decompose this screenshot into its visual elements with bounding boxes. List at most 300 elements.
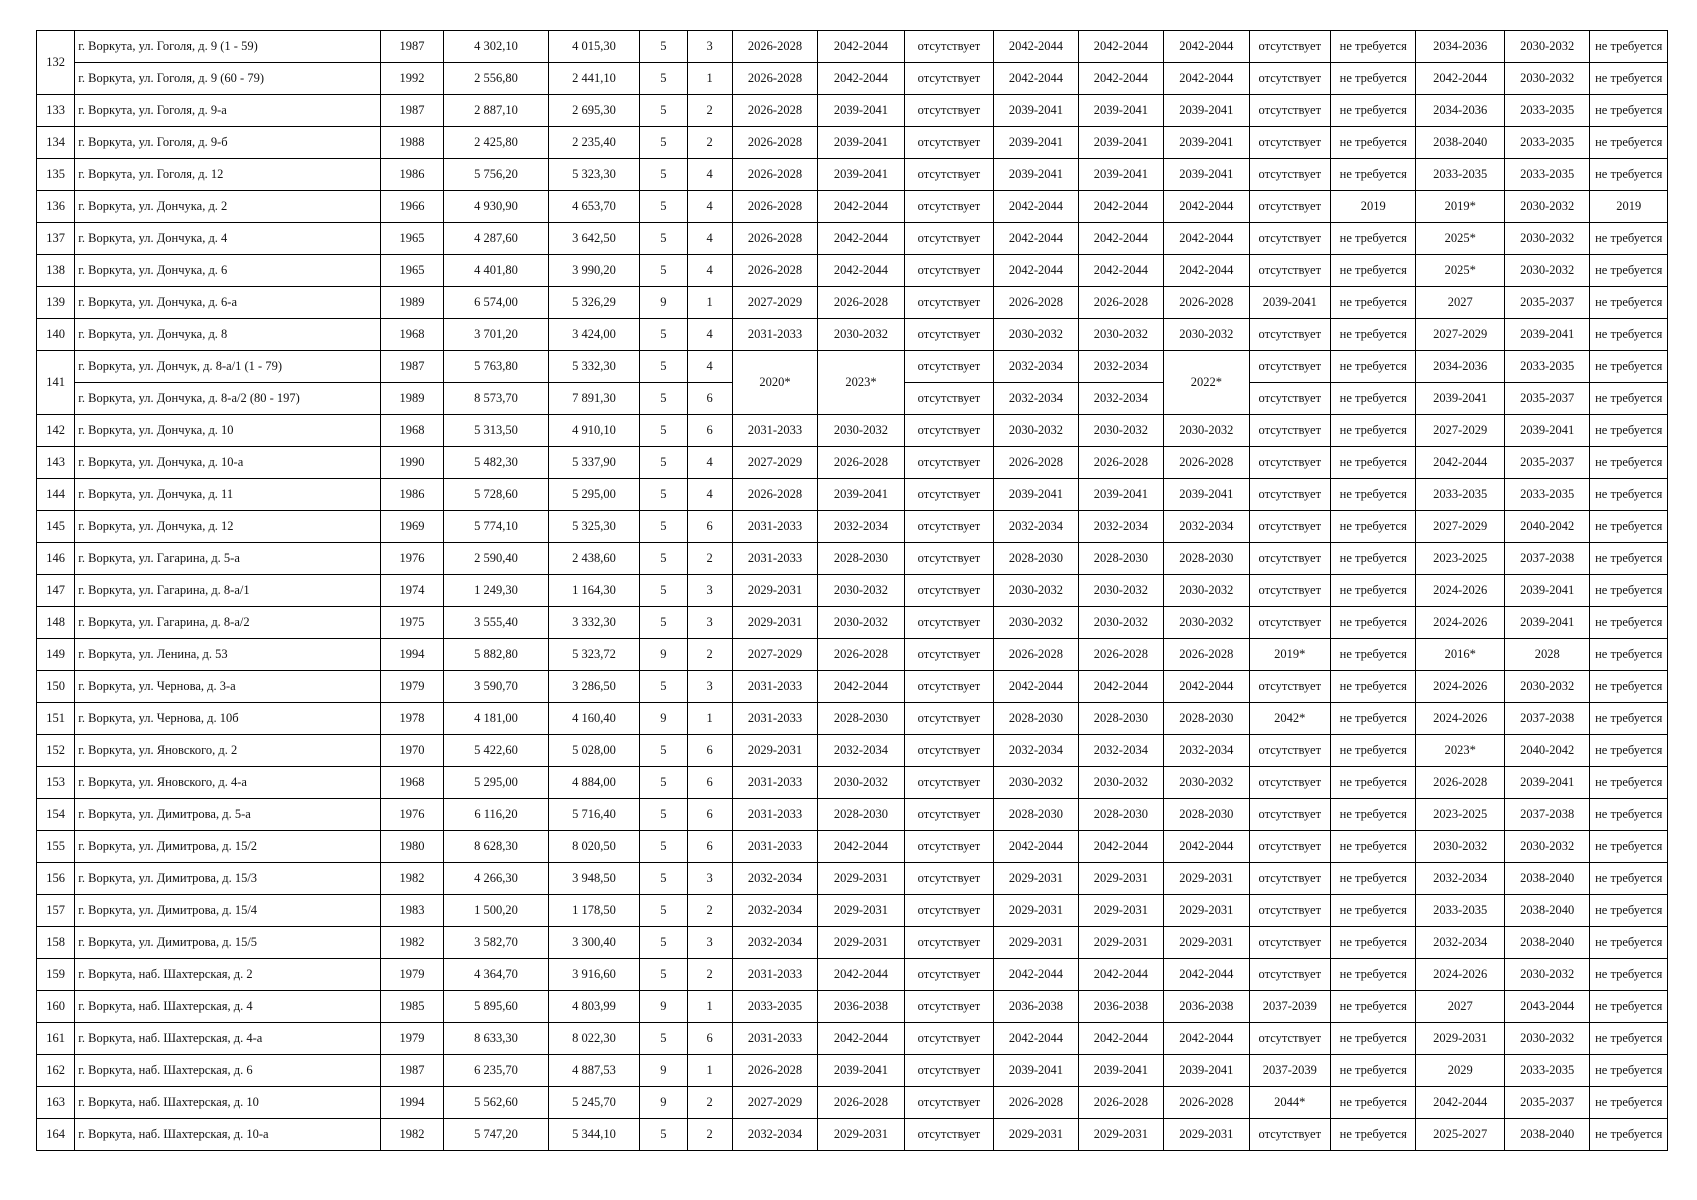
value-cell: не требуется	[1331, 255, 1416, 287]
value-cell: 5 895,60	[444, 991, 549, 1023]
value-cell: 1	[687, 991, 732, 1023]
value-cell: 2 235,40	[548, 127, 640, 159]
value-cell: 2029-2031	[994, 863, 1078, 895]
value-cell: не требуется	[1590, 1055, 1668, 1087]
value-cell: 2042-2044	[994, 255, 1078, 287]
value-cell: 2024-2026	[1416, 671, 1504, 703]
value-cell: не требуется	[1590, 831, 1668, 863]
value-cell: 2 441,10	[548, 63, 640, 95]
row-number: 138	[37, 255, 75, 287]
value-cell: не требуется	[1590, 1087, 1668, 1119]
value-cell: 5	[640, 383, 687, 415]
value-cell: 2027-2029	[732, 1087, 817, 1119]
value-cell: не требуется	[1331, 863, 1416, 895]
value-cell: не требуется	[1331, 223, 1416, 255]
value-cell: отсутствует	[1249, 575, 1330, 607]
value-cell: 5 728,60	[444, 479, 549, 511]
value-cell: 2037-2038	[1504, 703, 1589, 735]
value-cell: 2030-2032	[994, 575, 1078, 607]
value-cell: 2028-2030	[818, 799, 904, 831]
value-cell: отсутствует	[1249, 607, 1330, 639]
table-row	[37, 767, 1668, 799]
address-cell: г. Воркута, ул. Яновского, д. 2	[75, 735, 381, 767]
value-cell: 2029-2031	[1078, 927, 1163, 959]
value-cell: 2042-2044	[818, 31, 904, 63]
value-cell: 2032-2034	[732, 895, 817, 927]
value-cell: 7 891,30	[548, 383, 640, 415]
value-cell: 2030-2032	[818, 319, 904, 351]
value-cell: не требуется	[1590, 607, 1668, 639]
value-cell: 1987	[380, 351, 443, 383]
value-cell: отсутствует	[904, 895, 993, 927]
value-cell: отсутствует	[904, 63, 993, 95]
value-cell: не требуется	[1331, 607, 1416, 639]
address-cell: г. Воркута, наб. Шахтерская, д. 10	[75, 1087, 381, 1119]
value-cell: 2039-2041	[1164, 127, 1249, 159]
value-cell: 2032-2034	[1416, 927, 1504, 959]
row-number: 145	[37, 511, 75, 543]
value-cell: 2032-2034	[1078, 511, 1163, 543]
value-cell: не требуется	[1331, 1023, 1416, 1055]
row-number: 144	[37, 479, 75, 511]
address-cell: г. Воркута, ул. Димитрова, д. 5-а	[75, 799, 381, 831]
value-cell: отсутствует	[904, 1119, 993, 1151]
value-cell: не требуется	[1590, 511, 1668, 543]
value-cell: 2030-2032	[1504, 1023, 1589, 1055]
value-cell: 2042-2044	[818, 223, 904, 255]
value-cell: 2039-2041	[1164, 159, 1249, 191]
value-cell: 3 300,40	[548, 927, 640, 959]
value-cell: отсутствует	[904, 127, 993, 159]
row-number: 133	[37, 95, 75, 127]
table-row	[37, 1087, 1668, 1119]
value-cell: не требуется	[1590, 735, 1668, 767]
value-cell: 2030-2032	[1504, 831, 1589, 863]
value-cell: 2035-2037	[1504, 447, 1589, 479]
value-cell: 2032-2034	[1416, 863, 1504, 895]
value-cell: не требуется	[1331, 991, 1416, 1023]
value-cell: 1979	[380, 1023, 443, 1055]
value-cell: 5 344,10	[548, 1119, 640, 1151]
value-cell: 2042-2044	[818, 671, 904, 703]
value-cell: 2029-2031	[1164, 863, 1249, 895]
value-cell: не требуется	[1331, 287, 1416, 319]
value-cell: 2029-2031	[1078, 1119, 1163, 1151]
value-cell: 8 020,50	[548, 831, 640, 863]
value-cell: отсутствует	[1249, 511, 1330, 543]
value-cell: 2030-2032	[994, 319, 1078, 351]
value-cell: 2030-2032	[994, 767, 1078, 799]
value-cell: 2042-2044	[994, 671, 1078, 703]
address-cell: г. Воркута, ул. Дончука, д. 12	[75, 511, 381, 543]
value-cell: отсутствует	[904, 159, 993, 191]
value-cell: отсутствует	[904, 799, 993, 831]
row-number: 152	[37, 735, 75, 767]
value-cell: отсутствует	[1249, 255, 1330, 287]
value-cell: 2026-2028	[1078, 447, 1163, 479]
value-cell: не требуется	[1331, 575, 1416, 607]
value-cell: 2039-2041	[1504, 607, 1589, 639]
value-cell: 2042-2044	[994, 191, 1078, 223]
value-cell: 4 181,00	[444, 703, 549, 735]
value-cell: 4 803,99	[548, 991, 640, 1023]
value-cell: 2042*	[1249, 703, 1330, 735]
value-cell: не требуется	[1590, 543, 1668, 575]
value-cell: отсутствует	[904, 863, 993, 895]
value-cell: 4 287,60	[444, 223, 549, 255]
address-cell: г. Воркута, наб. Шахтерская, д. 6	[75, 1055, 381, 1087]
row-number: 150	[37, 671, 75, 703]
value-cell: отсутствует	[904, 927, 993, 959]
value-cell: 2033-2035	[1504, 479, 1589, 511]
value-cell: 2030-2032	[818, 415, 904, 447]
value-cell: 2	[687, 895, 732, 927]
value-cell: 2038-2040	[1416, 127, 1504, 159]
value-cell: 6	[687, 799, 732, 831]
value-cell: 2030-2032	[1078, 607, 1163, 639]
value-cell: 2030-2032	[994, 415, 1078, 447]
value-cell: не требуется	[1331, 351, 1416, 383]
value-cell: 5	[640, 1023, 687, 1055]
value-cell: отсутствует	[904, 543, 993, 575]
value-cell: 2032-2034	[818, 735, 904, 767]
value-cell: 2031-2033	[732, 671, 817, 703]
value-cell: 2032-2034	[1078, 351, 1163, 383]
value-cell: 1968	[380, 767, 443, 799]
value-cell: не требуется	[1331, 639, 1416, 671]
value-cell: 8 573,70	[444, 383, 549, 415]
value-cell: 2029-2031	[1416, 1023, 1504, 1055]
row-number: 153	[37, 767, 75, 799]
value-cell: отсутствует	[1249, 415, 1330, 447]
value-cell: 2040-2042	[1504, 511, 1589, 543]
value-cell: 2043-2044	[1504, 991, 1589, 1023]
value-cell: 2042-2044	[1164, 191, 1249, 223]
value-cell: не требуется	[1331, 447, 1416, 479]
value-cell: 1982	[380, 863, 443, 895]
value-cell: 3 916,60	[548, 959, 640, 991]
value-cell: 1965	[380, 255, 443, 287]
value-cell: 2032-2034	[732, 1119, 817, 1151]
value-cell: не требуется	[1590, 95, 1668, 127]
value-cell: 2039-2041	[1078, 479, 1163, 511]
value-cell: 5 332,30	[548, 351, 640, 383]
value-cell: 5	[640, 415, 687, 447]
value-cell: 2042-2044	[1078, 191, 1163, 223]
value-cell: отсутствует	[1249, 127, 1330, 159]
address-cell: г. Воркута, ул. Гоголя, д. 9-а	[75, 95, 381, 127]
value-cell: 6	[687, 735, 732, 767]
value-cell: 2030-2032	[1416, 831, 1504, 863]
address-cell: г. Воркута, наб. Шахтерская, д. 2	[75, 959, 381, 991]
value-cell: 2038-2040	[1504, 927, 1589, 959]
value-cell: отсутствует	[904, 735, 993, 767]
value-cell: 2034-2036	[1416, 31, 1504, 63]
value-cell: отсутствует	[904, 959, 993, 991]
value-cell: отсутствует	[904, 223, 993, 255]
value-cell: не требуется	[1331, 159, 1416, 191]
value-cell: 5	[640, 767, 687, 799]
value-cell: 2042-2044	[1078, 831, 1163, 863]
value-cell: 2039-2041	[1504, 319, 1589, 351]
value-cell: 3	[687, 927, 732, 959]
value-cell: 2030-2032	[1164, 767, 1249, 799]
address-cell: г. Воркута, ул. Дончука, д. 8	[75, 319, 381, 351]
table-row	[37, 415, 1668, 447]
value-cell: отсутствует	[904, 511, 993, 543]
value-cell: не требуется	[1590, 31, 1668, 63]
value-cell: отсутствует	[1249, 863, 1330, 895]
value-cell: отсутствует	[1249, 959, 1330, 991]
value-cell: 5 325,30	[548, 511, 640, 543]
table-row	[37, 799, 1668, 831]
value-cell: 5 756,20	[444, 159, 549, 191]
table-row	[37, 991, 1668, 1023]
value-cell: отсутствует	[1249, 767, 1330, 799]
value-cell: 4	[687, 159, 732, 191]
value-cell: 4	[687, 223, 732, 255]
value-cell: не требуется	[1331, 543, 1416, 575]
value-cell: 2026-2028	[732, 63, 817, 95]
value-cell: 2029-2031	[732, 607, 817, 639]
value-cell: 1965	[380, 223, 443, 255]
address-cell: г. Воркута, ул. Дончука, д. 11	[75, 479, 381, 511]
value-cell: отсутствует	[1249, 479, 1330, 511]
table-row	[37, 287, 1668, 319]
value-cell: 2028-2030	[1164, 543, 1249, 575]
table-row	[37, 191, 1668, 223]
value-cell: 2026-2028	[1164, 287, 1249, 319]
value-cell: 1982	[380, 927, 443, 959]
value-cell: 8 022,30	[548, 1023, 640, 1055]
address-cell: г. Воркута, ул. Дончука, д. 4	[75, 223, 381, 255]
address-cell: г. Воркута, ул. Ленина, д. 53	[75, 639, 381, 671]
value-cell: 2038-2040	[1504, 863, 1589, 895]
value-cell: 9	[640, 991, 687, 1023]
value-cell: 2039-2041	[1164, 479, 1249, 511]
value-cell: 2	[687, 127, 732, 159]
value-cell: 2027-2029	[732, 287, 817, 319]
value-cell: отсутствует	[1249, 543, 1330, 575]
value-cell: 1994	[380, 639, 443, 671]
value-cell: 2042-2044	[1164, 1023, 1249, 1055]
value-cell: 6 235,70	[444, 1055, 549, 1087]
value-cell: 2030-2032	[1504, 959, 1589, 991]
value-cell: 5	[640, 127, 687, 159]
value-cell: 2042-2044	[1078, 671, 1163, 703]
value-cell: 1	[687, 63, 732, 95]
value-cell: 2024-2026	[1416, 959, 1504, 991]
value-cell: 2039-2041	[994, 159, 1078, 191]
value-cell: отсутствует	[904, 351, 993, 383]
value-cell: 2023-2025	[1416, 799, 1504, 831]
address-cell: г. Воркута, ул. Чернова, д. 3-а	[75, 671, 381, 703]
value-cell: отсутствует	[1249, 63, 1330, 95]
value-cell: 2042-2044	[1164, 63, 1249, 95]
value-cell: 1969	[380, 511, 443, 543]
value-cell: 1975	[380, 607, 443, 639]
value-cell: 2042-2044	[1164, 959, 1249, 991]
table-row	[37, 703, 1668, 735]
value-cell: 2042-2044	[1078, 63, 1163, 95]
value-cell: 2027-2029	[732, 639, 817, 671]
address-cell: г. Воркута, ул. Гагарина, д. 8-а/2	[75, 607, 381, 639]
value-cell: не требуется	[1331, 95, 1416, 127]
table-row	[37, 511, 1668, 543]
value-cell: не требуется	[1590, 415, 1668, 447]
value-cell: 2029-2031	[994, 895, 1078, 927]
value-cell: 1986	[380, 159, 443, 191]
value-cell: 2030-2032	[1504, 63, 1589, 95]
value-cell: 4	[687, 255, 732, 287]
value-cell: 5 882,80	[444, 639, 549, 671]
value-cell: 2030-2032	[1504, 223, 1589, 255]
value-cell: 1	[687, 1055, 732, 1087]
value-cell: 9	[640, 1087, 687, 1119]
value-cell: 2039-2041	[1504, 575, 1589, 607]
value-cell: 5	[640, 255, 687, 287]
value-cell: 2042-2044	[1416, 63, 1504, 95]
value-cell: 5 422,60	[444, 735, 549, 767]
value-cell: не требуется	[1590, 639, 1668, 671]
value-cell: 2023-2025	[1416, 543, 1504, 575]
value-cell: не требуется	[1590, 575, 1668, 607]
value-cell: 1990	[380, 447, 443, 479]
value-cell: 2033-2035	[1504, 351, 1589, 383]
value-cell: 2022*	[1164, 351, 1249, 415]
value-cell: 1968	[380, 415, 443, 447]
value-cell: 2039-2041	[1416, 383, 1504, 415]
value-cell: отсутствует	[904, 831, 993, 863]
table-row	[37, 575, 1668, 607]
value-cell: 2042-2044	[994, 63, 1078, 95]
value-cell: 2039-2041	[818, 159, 904, 191]
value-cell: 2032-2034	[994, 735, 1078, 767]
value-cell: 1983	[380, 895, 443, 927]
value-cell: 2026-2028	[818, 447, 904, 479]
value-cell: не требуется	[1590, 351, 1668, 383]
value-cell: 2020*	[732, 351, 817, 415]
table-row	[37, 223, 1668, 255]
value-cell: 4	[687, 351, 732, 383]
value-cell: не требуется	[1590, 383, 1668, 415]
value-cell: 4 266,30	[444, 863, 549, 895]
value-cell: 2	[687, 1087, 732, 1119]
value-cell: отсутствует	[904, 287, 993, 319]
value-cell: 5 323,72	[548, 639, 640, 671]
value-cell: 5	[640, 863, 687, 895]
value-cell: 6	[687, 831, 732, 863]
value-cell: 2	[687, 1119, 732, 1151]
value-cell: не требуется	[1590, 287, 1668, 319]
row-number: 156	[37, 863, 75, 895]
address-cell: г. Воркута, ул. Димитрова, д. 15/3	[75, 863, 381, 895]
table-row	[37, 895, 1668, 927]
value-cell: 1 178,50	[548, 895, 640, 927]
value-cell: 2032-2034	[1078, 383, 1163, 415]
value-cell: не требуется	[1331, 671, 1416, 703]
value-cell: 2019	[1331, 191, 1416, 223]
value-cell: 2042-2044	[818, 255, 904, 287]
value-cell: 2033-2035	[1416, 895, 1504, 927]
value-cell: 5 028,00	[548, 735, 640, 767]
value-cell: не требуется	[1331, 319, 1416, 351]
value-cell: 2028-2030	[1078, 799, 1163, 831]
address-cell: г. Воркута, ул. Димитрова, д. 15/4	[75, 895, 381, 927]
row-number: 142	[37, 415, 75, 447]
value-cell: 2034-2036	[1416, 351, 1504, 383]
address-cell: г. Воркута, ул. Димитрова, д. 15/5	[75, 927, 381, 959]
value-cell: 1979	[380, 671, 443, 703]
value-cell: 2042-2044	[818, 959, 904, 991]
value-cell: 2035-2037	[1504, 1087, 1589, 1119]
value-cell: 2042-2044	[994, 959, 1078, 991]
value-cell: 2030-2032	[818, 767, 904, 799]
value-cell: 2023*	[818, 351, 904, 415]
value-cell: 5 323,30	[548, 159, 640, 191]
table-row	[37, 831, 1668, 863]
value-cell: отсутствует	[904, 415, 993, 447]
value-cell: 2039-2041	[818, 127, 904, 159]
value-cell: 2036-2038	[1164, 991, 1249, 1023]
value-cell: 4 160,40	[548, 703, 640, 735]
table-row	[37, 735, 1668, 767]
value-cell: 2026-2028	[994, 287, 1078, 319]
value-cell: 5	[640, 607, 687, 639]
value-cell: отсутствует	[1249, 159, 1330, 191]
value-cell: 2019	[1590, 191, 1668, 223]
value-cell: 4 401,80	[444, 255, 549, 287]
value-cell: 2039-2041	[1164, 95, 1249, 127]
value-cell: 2019*	[1416, 191, 1504, 223]
value-cell: 9	[640, 287, 687, 319]
row-number: 132	[37, 31, 75, 95]
value-cell: 2027-2029	[1416, 319, 1504, 351]
value-cell: 2	[687, 959, 732, 991]
value-cell: не требуется	[1590, 799, 1668, 831]
value-cell: 2028-2030	[994, 799, 1078, 831]
value-cell: 2032-2034	[732, 927, 817, 959]
value-cell: отсутствует	[904, 1055, 993, 1087]
value-cell: 2039-2041	[818, 1055, 904, 1087]
value-cell: отсутствует	[1249, 1119, 1330, 1151]
value-cell: 2036-2038	[1078, 991, 1163, 1023]
row-number: 159	[37, 959, 75, 991]
value-cell: 2042-2044	[1416, 1087, 1504, 1119]
value-cell: 2030-2032	[1164, 607, 1249, 639]
value-cell: 3 590,70	[444, 671, 549, 703]
value-cell: 2026-2028	[818, 287, 904, 319]
row-number: 135	[37, 159, 75, 191]
value-cell: 2042-2044	[1164, 831, 1249, 863]
value-cell: 5 337,90	[548, 447, 640, 479]
value-cell: отсутствует	[904, 575, 993, 607]
value-cell: 2	[687, 543, 732, 575]
table-row	[37, 543, 1668, 575]
value-cell: отсутствует	[1249, 671, 1330, 703]
value-cell: 2032-2034	[1078, 735, 1163, 767]
value-cell: 1968	[380, 319, 443, 351]
address-cell: г. Воркута, ул. Дончук, д. 8-а/1 (1 - 79)	[75, 351, 381, 383]
value-cell: 6	[687, 383, 732, 415]
value-cell: 2030-2032	[818, 575, 904, 607]
row-number: 143	[37, 447, 75, 479]
value-cell: отсутствует	[1249, 895, 1330, 927]
value-cell: 2024-2026	[1416, 703, 1504, 735]
value-cell: 1 500,20	[444, 895, 549, 927]
value-cell: 2031-2033	[732, 543, 817, 575]
value-cell: 2029-2031	[818, 927, 904, 959]
